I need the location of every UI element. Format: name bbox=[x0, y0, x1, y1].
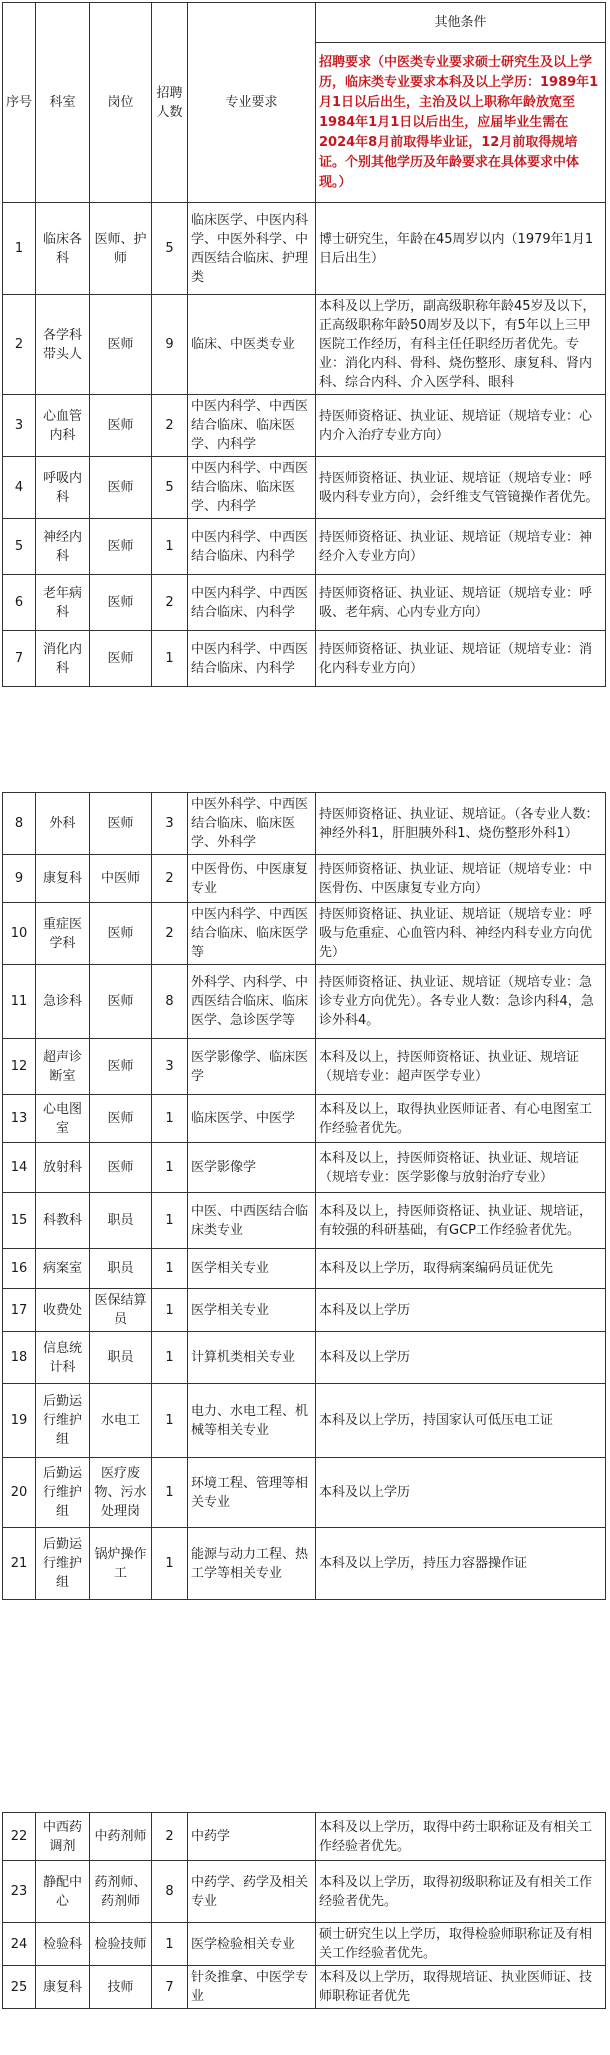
cell-other: 持医师资格证、执业证、规培证（规培专业：急诊专业方向优先）。各专业人数：急诊内科4，急诊外科4。 bbox=[316, 965, 606, 1039]
cell-post: 医师 bbox=[90, 1039, 152, 1095]
table-body-3 bbox=[3, 1813, 606, 2009]
table-row bbox=[3, 855, 606, 903]
table-row bbox=[3, 1861, 606, 1923]
cell-major: 临床、中医类专业 bbox=[188, 295, 316, 395]
cell-no: 9 bbox=[3, 855, 36, 903]
cell-count: 1 bbox=[152, 631, 188, 687]
cell-count: 2 bbox=[152, 575, 188, 631]
cell-post: 医师 bbox=[90, 1095, 152, 1143]
cell-dept: 临床各科 bbox=[36, 203, 90, 295]
cell-post: 医师 bbox=[90, 793, 152, 855]
cell-other: 持医师资格证、执业证、规培证（规培专业：呼吸内科专业方向），会纤维支气管镜操作者优先。 bbox=[316, 457, 606, 519]
cell-dept: 神经内科 bbox=[36, 519, 90, 575]
table-row bbox=[3, 965, 606, 1039]
cell-post: 技师 bbox=[90, 1966, 152, 2009]
cell-no: 11 bbox=[3, 965, 36, 1039]
cell-other: 本科及以上学历，持压力容器操作证 bbox=[316, 1528, 606, 1600]
cell-count: 8 bbox=[152, 965, 188, 1039]
table-row bbox=[3, 631, 606, 687]
cell-post: 职员 bbox=[90, 1193, 152, 1249]
header-other: 其他条件 bbox=[316, 3, 606, 43]
cell-post: 职员 bbox=[90, 1249, 152, 1289]
cell-other: 持医师资格证、执业证、规培证（规培专业：心内介入治疗专业方向） bbox=[316, 395, 606, 457]
cell-other: 本科及以上，持医师资格证、执业证、规培证（规培专业：超声医学专业） bbox=[316, 1039, 606, 1095]
cell-major: 中医内科学、中西医结合临床、临床医学、内科学 bbox=[188, 457, 316, 519]
cell-count: 2 bbox=[152, 395, 188, 457]
cell-other: 本科及以上学历，取得中药士职称证及有相关工作经验者优先。 bbox=[316, 1813, 606, 1861]
cell-dept: 中西药调剂 bbox=[36, 1813, 90, 1861]
table-body-1 bbox=[3, 203, 606, 687]
cell-no: 7 bbox=[3, 631, 36, 687]
table-row bbox=[3, 793, 606, 855]
cell-post: 医师 bbox=[90, 395, 152, 457]
cell-dept: 放射科 bbox=[36, 1143, 90, 1193]
cell-no: 1 bbox=[3, 203, 36, 295]
cell-major: 中医、中西医结合临床类专业 bbox=[188, 1193, 316, 1249]
table-row bbox=[3, 1528, 606, 1600]
cell-no: 25 bbox=[3, 1966, 36, 2009]
cell-other: 本科及以上学历 bbox=[316, 1332, 606, 1384]
cell-major: 中医外科学、中西医结合临床、临床医学、外科学 bbox=[188, 793, 316, 855]
cell-no: 4 bbox=[3, 457, 36, 519]
cell-post: 医师 bbox=[90, 575, 152, 631]
cell-major: 针灸推拿、中医学专业 bbox=[188, 1966, 316, 2009]
cell-post: 检验技师 bbox=[90, 1923, 152, 1966]
cell-major: 中医内科学、中西医结合临床、内科学 bbox=[188, 519, 316, 575]
cell-dept: 消化内科 bbox=[36, 631, 90, 687]
cell-major: 中医内科学、中西医结合临床、内科学 bbox=[188, 575, 316, 631]
table-row bbox=[3, 575, 606, 631]
cell-count: 1 bbox=[152, 1249, 188, 1289]
table-row bbox=[3, 1249, 606, 1289]
cell-dept: 康复科 bbox=[36, 1966, 90, 2009]
cell-post: 医保结算员 bbox=[90, 1289, 152, 1332]
cell-post: 职员 bbox=[90, 1332, 152, 1384]
table-row bbox=[3, 395, 606, 457]
cell-dept: 信息统计科 bbox=[36, 1332, 90, 1384]
cell-major: 医学影像学 bbox=[188, 1143, 316, 1193]
cell-major: 中药学 bbox=[188, 1813, 316, 1861]
cell-count: 1 bbox=[152, 1095, 188, 1143]
cell-other: 本科及以上，持医师资格证、执业证、规培证，有较强的科研基础，有GCP工作经验者优先。 bbox=[316, 1193, 606, 1249]
cell-dept: 老年病科 bbox=[36, 575, 90, 631]
cell-no: 23 bbox=[3, 1861, 36, 1923]
cell-no: 12 bbox=[3, 1039, 36, 1095]
cell-no: 22 bbox=[3, 1813, 36, 1861]
cell-no: 24 bbox=[3, 1923, 36, 1966]
cell-other: 硕士研究生以上学历，取得检验师职称证及有相关工作经验者优先。 bbox=[316, 1923, 606, 1966]
cell-dept: 后勤运行维护组 bbox=[36, 1458, 90, 1528]
cell-other: 本科及以上学历，取得初级职称证及有相关工作经验者优先。 bbox=[316, 1861, 606, 1923]
cell-major: 医学检验相关专业 bbox=[188, 1923, 316, 1966]
cell-other: 本科及以上学历 bbox=[316, 1289, 606, 1332]
cell-post: 锅炉操作工 bbox=[90, 1528, 152, 1600]
table-row bbox=[3, 1813, 606, 1861]
cell-count: 1 bbox=[152, 1458, 188, 1528]
cell-no: 18 bbox=[3, 1332, 36, 1384]
header-count: 招聘人数 bbox=[152, 3, 188, 203]
cell-major: 外科学、内科学、中西医结合临床、临床医学、急诊医学等 bbox=[188, 965, 316, 1039]
cell-post: 医疗废物、污水处理岗 bbox=[90, 1458, 152, 1528]
cell-dept: 心电图室 bbox=[36, 1095, 90, 1143]
cell-dept: 后勤运行维护组 bbox=[36, 1528, 90, 1600]
cell-count: 2 bbox=[152, 903, 188, 965]
table-row bbox=[3, 1143, 606, 1193]
cell-count: 1 bbox=[152, 1193, 188, 1249]
cell-post: 医师 bbox=[90, 903, 152, 965]
cell-count: 9 bbox=[152, 295, 188, 395]
table-section-2 bbox=[2, 792, 606, 1600]
cell-no: 5 bbox=[3, 519, 36, 575]
cell-dept: 各学科带头人 bbox=[36, 295, 90, 395]
cell-no: 21 bbox=[3, 1528, 36, 1600]
cell-major: 计算机类相关专业 bbox=[188, 1332, 316, 1384]
table-row bbox=[3, 203, 606, 295]
cell-other: 本科及以上，取得执业医师证者、有心电图室工作经验者优先。 bbox=[316, 1095, 606, 1143]
table-row bbox=[3, 1039, 606, 1095]
header-dept: 科室 bbox=[36, 3, 90, 203]
cell-count: 2 bbox=[152, 1813, 188, 1861]
table-row bbox=[3, 903, 606, 965]
table-row bbox=[3, 1332, 606, 1384]
header-no: 序号 bbox=[3, 3, 36, 203]
cell-count: 3 bbox=[152, 793, 188, 855]
cell-dept: 呼吸内科 bbox=[36, 457, 90, 519]
cell-post: 医师 bbox=[90, 965, 152, 1039]
cell-no: 6 bbox=[3, 575, 36, 631]
cell-dept: 康复科 bbox=[36, 855, 90, 903]
cell-count: 1 bbox=[152, 1289, 188, 1332]
recruitment-requirement-note: 招聘要求（中医类专业要求硕士研究生及以上学历，临床类专业要求本科及以上学历：1989年1月1日以后出生，主治及以上职称年龄放宽至1984年1月1日以后出生，应届毕业生需在2024年8月前取得毕业证，12月前取得规培证。个别其他学历及年龄要求在具体要求中体现。） bbox=[316, 43, 606, 203]
cell-dept: 后勤运行维护组 bbox=[36, 1384, 90, 1458]
cell-post: 医师 bbox=[90, 519, 152, 575]
cell-other: 持医师资格证、执业证、规培证（规培专业：呼吸、老年病、心内专业方向） bbox=[316, 575, 606, 631]
cell-other: 持医师资格证、执业证、规培证。（各专业人数：神经外科1，肝胆胰外科1、烧伤整形外科1） bbox=[316, 793, 606, 855]
table-row bbox=[3, 457, 606, 519]
cell-no: 19 bbox=[3, 1384, 36, 1458]
cell-post: 中药剂师 bbox=[90, 1813, 152, 1861]
cell-dept: 心血管内科 bbox=[36, 395, 90, 457]
cell-post: 医师、护师 bbox=[90, 203, 152, 295]
cell-count: 8 bbox=[152, 1861, 188, 1923]
table-row bbox=[3, 1289, 606, 1332]
cell-dept: 病案室 bbox=[36, 1249, 90, 1289]
cell-no: 17 bbox=[3, 1289, 36, 1332]
table-row bbox=[3, 1095, 606, 1143]
cell-count: 1 bbox=[152, 1528, 188, 1600]
cell-major: 环境工程、管理等相关专业 bbox=[188, 1458, 316, 1528]
cell-no: 16 bbox=[3, 1249, 36, 1289]
cell-other: 博士研究生，年龄在45周岁以内（1979年1月1日后出生） bbox=[316, 203, 606, 295]
cell-dept: 重症医学科 bbox=[36, 903, 90, 965]
table-row bbox=[3, 1923, 606, 1966]
cell-post: 医师 bbox=[90, 457, 152, 519]
cell-other: 本科及以上学历 bbox=[316, 1458, 606, 1528]
cell-major: 电力、水电工程、机械等相关专业 bbox=[188, 1384, 316, 1458]
cell-count: 3 bbox=[152, 1039, 188, 1095]
header-post: 岗位 bbox=[90, 3, 152, 203]
cell-major: 临床医学、中医内科学、中医外科学、中西医结合临床、护理类 bbox=[188, 203, 316, 295]
cell-other: 本科及以上学历，副高级职称年龄45岁及以下，正高级职称年龄50周岁及以下，有5年以上三甲医院工作经历，有科主任任职经历者优先。专业：消化内科、骨科、烧伤整形、康复科、肾内科、综合内科、介入医学科、眼科 bbox=[316, 295, 606, 395]
cell-major: 中医内科学、中西医结合临床、内科学 bbox=[188, 631, 316, 687]
cell-post: 医师 bbox=[90, 295, 152, 395]
cell-post: 医师 bbox=[90, 1143, 152, 1193]
cell-count: 5 bbox=[152, 457, 188, 519]
cell-post: 中医师 bbox=[90, 855, 152, 903]
table-row bbox=[3, 1193, 606, 1249]
cell-major: 中药学、药学及相关专业 bbox=[188, 1861, 316, 1923]
cell-no: 10 bbox=[3, 903, 36, 965]
cell-major: 中医内科学、中西医结合临床、临床医学、内科学 bbox=[188, 395, 316, 457]
cell-dept: 外科 bbox=[36, 793, 90, 855]
cell-other: 本科及以上，持医师资格证、执业证、规培证（规培专业：医学影像与放射治疗专业） bbox=[316, 1143, 606, 1193]
cell-other: 持医师资格证、执业证、规培证（规培专业：神经介入专业方向） bbox=[316, 519, 606, 575]
cell-major: 中医骨伤、中医康复专业 bbox=[188, 855, 316, 903]
cell-no: 14 bbox=[3, 1143, 36, 1193]
cell-major: 医学影像学、临床医学 bbox=[188, 1039, 316, 1095]
cell-no: 15 bbox=[3, 1193, 36, 1249]
cell-count: 1 bbox=[152, 519, 188, 575]
table-body-2 bbox=[3, 793, 606, 1600]
header-major: 专业要求 bbox=[188, 3, 316, 203]
cell-other: 本科及以上学历，取得病案编码员证优先 bbox=[316, 1249, 606, 1289]
cell-count: 5 bbox=[152, 203, 188, 295]
cell-dept: 检验科 bbox=[36, 1923, 90, 1966]
cell-post: 医师 bbox=[90, 631, 152, 687]
cell-dept: 超声诊断室 bbox=[36, 1039, 90, 1095]
cell-no: 2 bbox=[3, 295, 36, 395]
table-row bbox=[3, 295, 606, 395]
table-row bbox=[3, 1458, 606, 1528]
table-row bbox=[3, 519, 606, 575]
cell-major: 临床医学、中医学 bbox=[188, 1095, 316, 1143]
cell-dept: 收费处 bbox=[36, 1289, 90, 1332]
cell-no: 13 bbox=[3, 1095, 36, 1143]
cell-major: 医学相关专业 bbox=[188, 1289, 316, 1332]
cell-count: 1 bbox=[152, 1923, 188, 1966]
cell-major: 医学相关专业 bbox=[188, 1249, 316, 1289]
table-row bbox=[3, 1384, 606, 1458]
cell-count: 1 bbox=[152, 1332, 188, 1384]
table-section-1 bbox=[2, 2, 606, 687]
table-section-3 bbox=[2, 1812, 606, 2009]
table-row bbox=[3, 1966, 606, 2009]
cell-major: 中医内科学、中西医结合临床、临床医学等 bbox=[188, 903, 316, 965]
cell-dept: 静配中心 bbox=[36, 1861, 90, 1923]
cell-count: 1 bbox=[152, 1384, 188, 1458]
cell-post: 水电工 bbox=[90, 1384, 152, 1458]
cell-other: 持医师资格证、执业证、规培证（规培专业：中医骨伤、中医康复专业方向） bbox=[316, 855, 606, 903]
cell-dept: 急诊科 bbox=[36, 965, 90, 1039]
cell-dept: 科教科 bbox=[36, 1193, 90, 1249]
cell-other: 持医师资格证、执业证、规培证（规培专业：消化内科专业方向） bbox=[316, 631, 606, 687]
cell-count: 7 bbox=[152, 1966, 188, 2009]
cell-no: 8 bbox=[3, 793, 36, 855]
cell-other: 本科及以上学历，持国家认可低压电工证 bbox=[316, 1384, 606, 1458]
cell-count: 2 bbox=[152, 855, 188, 903]
cell-other: 持医师资格证、执业证、规培证（规培专业：呼吸与危重症、心血管内科、神经内科专业方向优先） bbox=[316, 903, 606, 965]
cell-no: 3 bbox=[3, 395, 36, 457]
cell-no: 20 bbox=[3, 1458, 36, 1528]
cell-other: 本科及以上学历，取得规培证、执业医师证、技师职称证者优先 bbox=[316, 1966, 606, 2009]
cell-post: 药剂师、药剂师 bbox=[90, 1861, 152, 1923]
cell-major: 能源与动力工程、热工学等相关专业 bbox=[188, 1528, 316, 1600]
cell-count: 1 bbox=[152, 1143, 188, 1193]
